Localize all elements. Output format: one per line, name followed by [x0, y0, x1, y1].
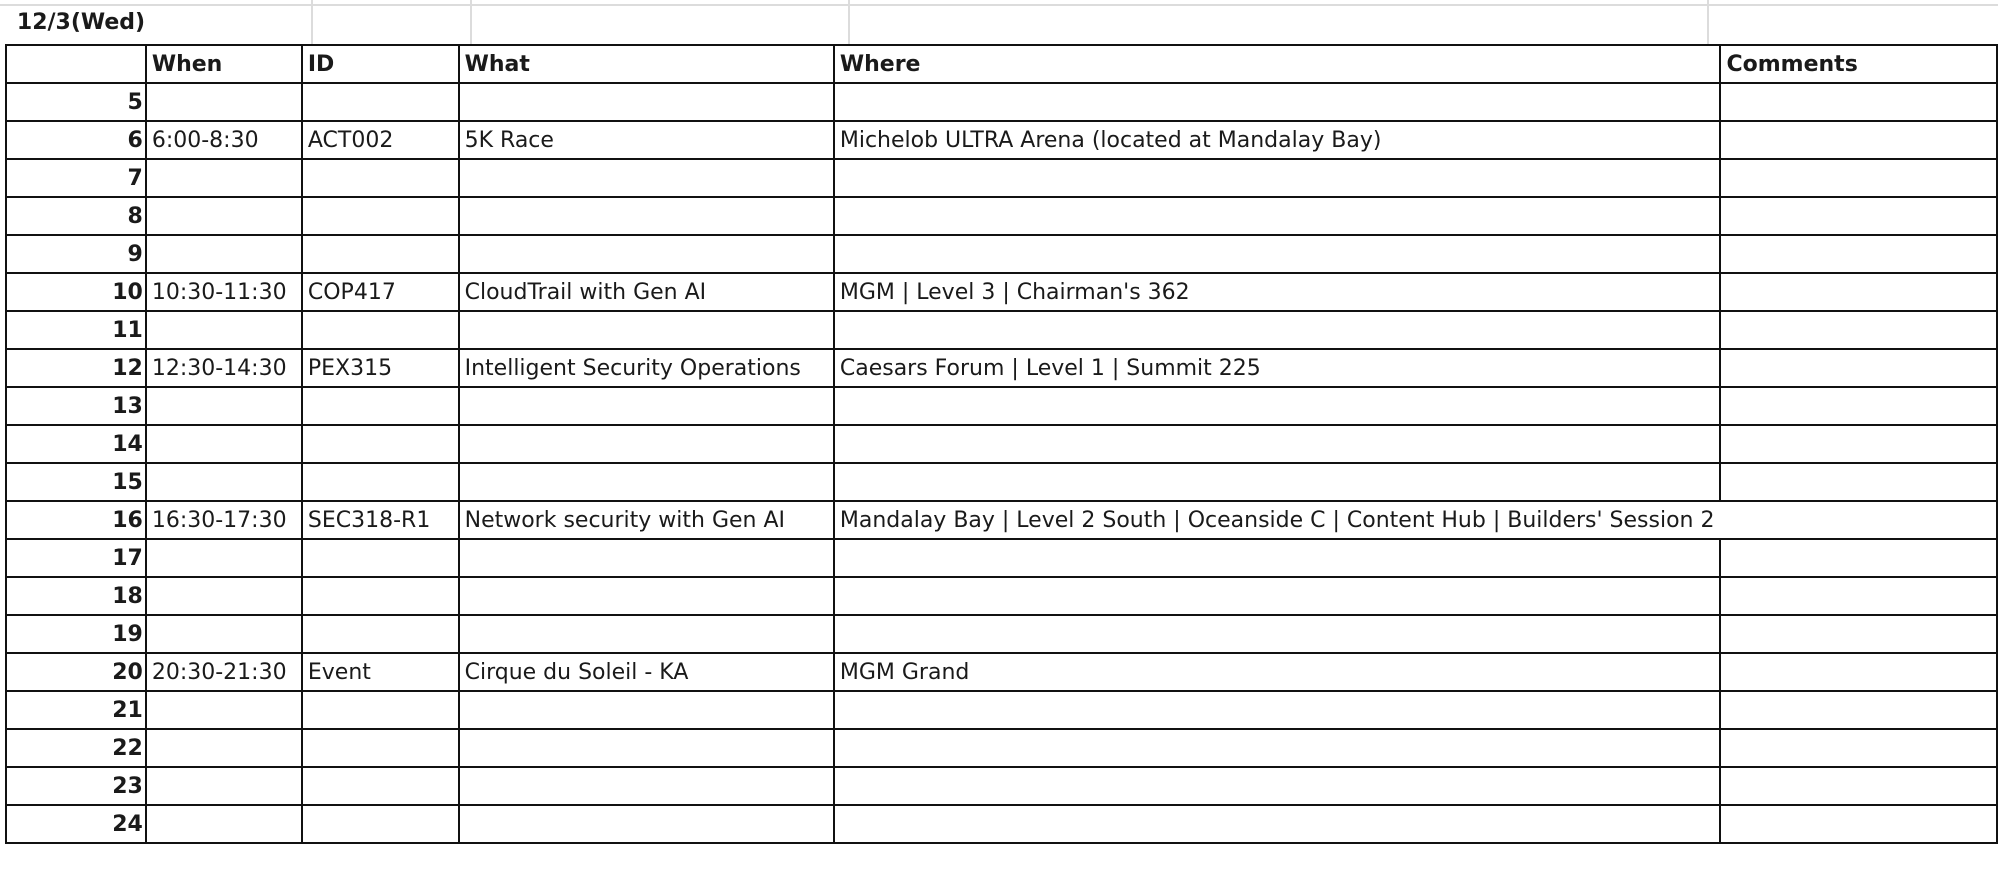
when-cell[interactable] [146, 425, 302, 463]
id-cell[interactable] [302, 767, 459, 805]
hour-cell[interactable]: 12 [6, 349, 146, 387]
when-cell[interactable] [146, 159, 302, 197]
hour-cell[interactable]: 15 [6, 463, 146, 501]
id-cell[interactable] [302, 577, 459, 615]
where-cell[interactable] [834, 539, 1721, 577]
hour-cell[interactable]: 14 [6, 425, 146, 463]
when-header[interactable]: When [146, 45, 302, 83]
comments-cell[interactable] [1720, 121, 1997, 159]
hour-header-cell[interactable] [6, 45, 146, 83]
what-cell[interactable] [459, 539, 834, 577]
what-cell[interactable] [459, 463, 834, 501]
what-cell[interactable] [459, 615, 834, 653]
table-row [6, 577, 1997, 615]
when-cell[interactable] [146, 387, 302, 425]
when-cell[interactable] [146, 539, 302, 577]
table-row [6, 729, 1997, 767]
table-row [6, 653, 1997, 691]
comments-cell[interactable] [1720, 539, 1997, 577]
id-cell[interactable]: ACT002 [302, 121, 459, 159]
hour-cell[interactable]: 7 [6, 159, 146, 197]
when-cell[interactable] [146, 767, 302, 805]
header-row [6, 45, 1997, 83]
hour-cell[interactable]: 18 [6, 577, 146, 615]
when-cell[interactable] [146, 577, 302, 615]
where-cell[interactable] [834, 197, 1721, 235]
what-cell[interactable]: 5K Race [459, 121, 834, 159]
where-cell[interactable] [834, 235, 1721, 273]
what-cell[interactable] [459, 577, 834, 615]
table-row [6, 463, 1997, 501]
where-cell[interactable]: Caesars Forum | Level 1 | Summit 225 [834, 349, 1721, 387]
hour-cell[interactable]: 17 [6, 539, 146, 577]
when-cell[interactable] [146, 83, 302, 121]
what-cell[interactable] [459, 235, 834, 273]
id-cell[interactable] [302, 805, 459, 843]
id-cell[interactable] [302, 425, 459, 463]
what-cell[interactable]: Cirque du Soleil - KA [459, 653, 834, 691]
comments-cell[interactable] [1720, 311, 1997, 349]
when-cell[interactable] [146, 805, 302, 843]
hour-cell[interactable]: 9 [6, 235, 146, 273]
hour-cell[interactable]: 16 [6, 501, 146, 539]
what-cell[interactable] [459, 691, 834, 729]
hour-cell[interactable]: 11 [6, 311, 146, 349]
when-cell[interactable] [146, 463, 302, 501]
when-cell[interactable]: 16:30-17:30 [146, 501, 302, 539]
table-row [6, 83, 1997, 121]
comments-cell[interactable] [1720, 83, 1997, 121]
comments-cell[interactable] [1720, 425, 1997, 463]
comments-cell[interactable] [1720, 805, 1997, 843]
hour-cell[interactable]: 5 [6, 83, 146, 121]
where-cell[interactable] [834, 425, 1721, 463]
comments-cell[interactable] [1720, 235, 1997, 273]
schedule-table [5, 44, 1998, 844]
what-cell[interactable] [459, 83, 834, 121]
id-header[interactable]: ID [302, 45, 459, 83]
hour-cell[interactable]: 8 [6, 197, 146, 235]
comments-cell[interactable] [1720, 577, 1997, 615]
gridline [470, 0, 472, 44]
what-cell[interactable] [459, 387, 834, 425]
where-cell[interactable]: Michelob ULTRA Arena (located at Mandalay Bay) [834, 121, 1721, 159]
hour-cell[interactable]: 24 [6, 805, 146, 843]
comments-cell[interactable] [1720, 197, 1997, 235]
table-row [6, 235, 1997, 273]
comments-cell[interactable] [1720, 159, 1997, 197]
comments-cell[interactable] [1720, 387, 1997, 425]
where-cell[interactable] [834, 577, 1721, 615]
where-cell[interactable]: MGM | Level 3 | Chairman's 362 [834, 273, 1721, 311]
id-cell[interactable] [302, 83, 459, 121]
what-cell[interactable] [459, 159, 834, 197]
where-header[interactable]: Where [834, 45, 1721, 83]
hour-cell[interactable]: 6 [6, 121, 146, 159]
what-cell[interactable]: Intelligent Security Operations [459, 349, 834, 387]
id-cell[interactable] [302, 387, 459, 425]
date-label[interactable]: 12/3(Wed) [16, 10, 146, 35]
id-cell[interactable] [302, 615, 459, 653]
id-cell[interactable]: COP417 [302, 273, 459, 311]
where-cell[interactable] [834, 83, 1721, 121]
when-cell[interactable]: 20:30-21:30 [146, 653, 302, 691]
hour-cell[interactable]: 19 [6, 615, 146, 653]
comments-cell[interactable] [1720, 691, 1997, 729]
table-row [6, 121, 1997, 159]
when-cell[interactable] [146, 615, 302, 653]
table-row [6, 197, 1997, 235]
table-row [6, 273, 1997, 311]
when-cell[interactable]: 12:30-14:30 [146, 349, 302, 387]
comments-cell[interactable] [1720, 653, 1997, 691]
where-cell[interactable]: MGM Grand [834, 653, 1721, 691]
comments-cell[interactable] [1720, 615, 1997, 653]
table-row [6, 387, 1997, 425]
what-cell[interactable]: Network security with Gen AI [459, 501, 834, 539]
what-cell[interactable] [459, 767, 834, 805]
where-cell[interactable] [834, 387, 1721, 425]
table-row [6, 691, 1997, 729]
hour-cell[interactable]: 20 [6, 653, 146, 691]
id-cell[interactable] [302, 691, 459, 729]
id-cell[interactable] [302, 729, 459, 767]
hour-cell[interactable]: 22 [6, 729, 146, 767]
comments-cell[interactable] [1720, 501, 1997, 539]
comments-cell[interactable] [1720, 349, 1997, 387]
table-row [6, 311, 1997, 349]
when-cell[interactable] [146, 235, 302, 273]
what-cell[interactable] [459, 197, 834, 235]
when-cell[interactable]: 6:00-8:30 [146, 121, 302, 159]
comments-cell[interactable] [1720, 273, 1997, 311]
table-row [6, 159, 1997, 197]
where-cell[interactable] [834, 691, 1721, 729]
gridline [311, 0, 313, 44]
comments-cell[interactable] [1720, 767, 1997, 805]
what-cell[interactable] [459, 425, 834, 463]
comments-cell[interactable] [1720, 729, 1997, 767]
when-cell[interactable] [146, 197, 302, 235]
hour-cell[interactable]: 23 [6, 767, 146, 805]
id-cell[interactable] [302, 463, 459, 501]
when-cell[interactable] [146, 729, 302, 767]
id-cell[interactable] [302, 235, 459, 273]
where-cell[interactable] [834, 805, 1721, 843]
what-cell[interactable] [459, 805, 834, 843]
hour-cell[interactable]: 10 [6, 273, 146, 311]
where-cell[interactable] [834, 311, 1721, 349]
table-row [6, 539, 1997, 577]
table-row [6, 501, 1997, 539]
where-cell[interactable]: Mandalay Bay | Level 2 South | Oceanside C | Content Hub | Builders' Session 2 [834, 501, 1721, 539]
id-cell[interactable] [302, 311, 459, 349]
where-cell[interactable] [834, 767, 1721, 805]
id-cell[interactable]: PEX315 [302, 349, 459, 387]
gridline [1707, 0, 1709, 44]
table-row [6, 767, 1997, 805]
where-cell[interactable] [834, 615, 1721, 653]
where-cell[interactable] [834, 159, 1721, 197]
table-row [6, 425, 1997, 463]
when-cell[interactable] [146, 311, 302, 349]
where-cell[interactable] [834, 463, 1721, 501]
hour-cell[interactable]: 21 [6, 691, 146, 729]
when-cell[interactable] [146, 691, 302, 729]
id-cell[interactable] [302, 159, 459, 197]
where-cell[interactable] [834, 729, 1721, 767]
id-cell[interactable]: SEC318-R1 [302, 501, 459, 539]
hour-cell[interactable]: 13 [6, 387, 146, 425]
what-header[interactable]: What [459, 45, 834, 83]
gridline [848, 0, 850, 44]
comments-cell[interactable] [1720, 463, 1997, 501]
id-cell[interactable] [302, 539, 459, 577]
comments-header[interactable]: Comments [1720, 45, 1997, 83]
gridline [0, 4, 1998, 6]
what-cell[interactable] [459, 729, 834, 767]
table-row [6, 805, 1997, 843]
what-cell[interactable] [459, 311, 834, 349]
table-row [6, 349, 1997, 387]
when-cell[interactable]: 10:30-11:30 [146, 273, 302, 311]
id-cell[interactable] [302, 197, 459, 235]
what-cell[interactable]: CloudTrail with Gen AI [459, 273, 834, 311]
table-row [6, 615, 1997, 653]
id-cell[interactable]: Event [302, 653, 459, 691]
